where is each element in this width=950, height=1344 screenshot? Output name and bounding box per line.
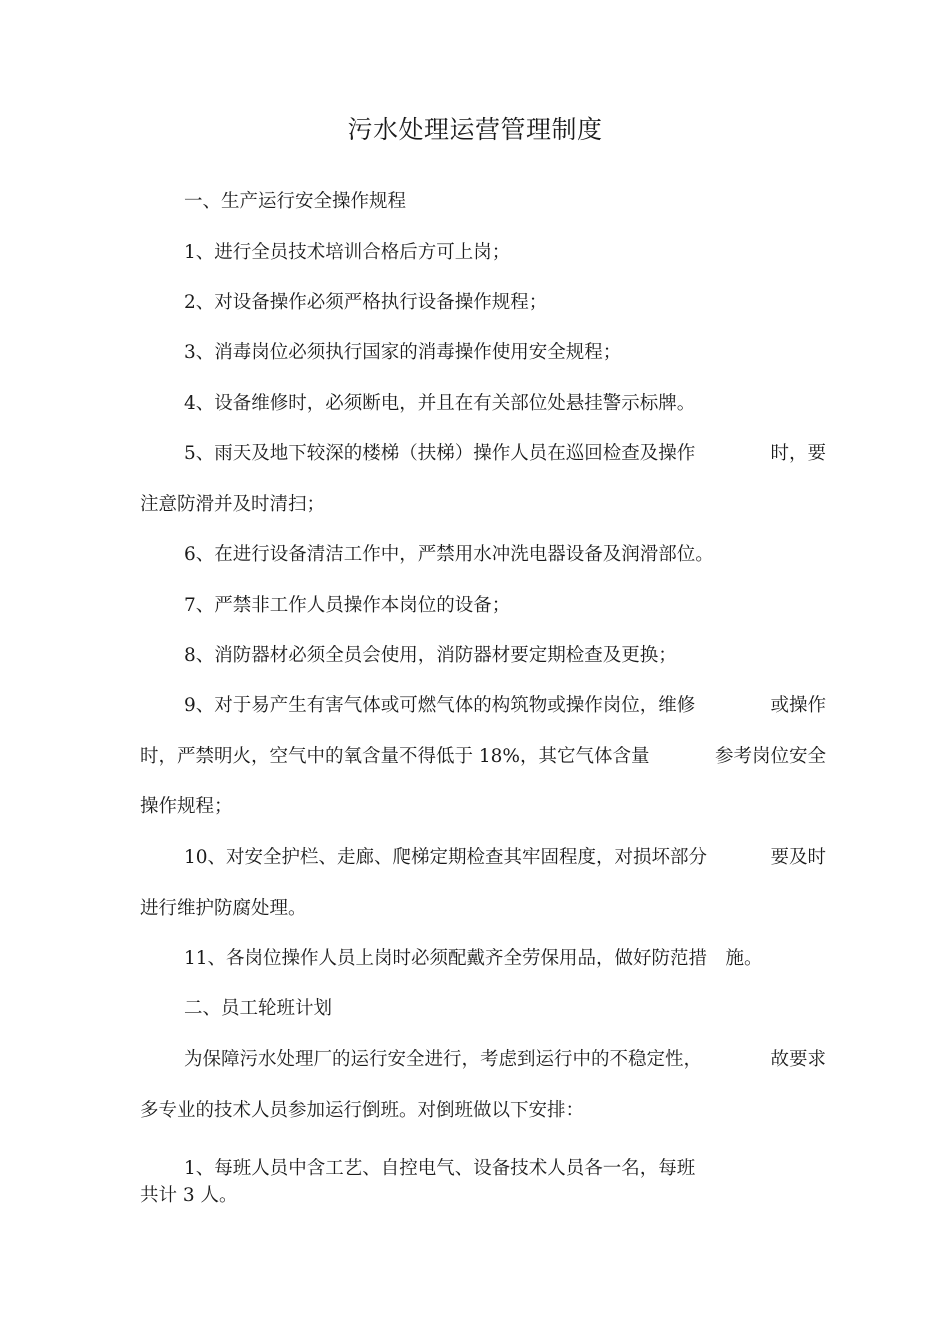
list-item: 6、在进行设备清洁工作中，严禁用水冲洗电器设备及润滑部位。	[184, 544, 714, 565]
list-item: 4、设备维修时，必须断电，并且在有关部位处悬挂警示标牌。	[184, 393, 696, 414]
list-item-text: 10、对安全护栏、走廊、爬梯定期检查其牢固程度，对损坏部分	[184, 847, 708, 868]
list-item-text: 或操作	[770, 695, 826, 716]
list-item-continuation: 进行维护防腐处理。	[140, 898, 307, 919]
list-item-line	[184, 845, 826, 871]
list-item: 1、每班人员中含工艺、自控电气、设备技术人员各一名，每班	[184, 1158, 696, 1179]
list-item-line	[184, 441, 826, 467]
list-item-text: 时，严禁明火，空气中的氧含量不得低于 18%，其它气体含量	[140, 746, 650, 767]
list-item: 7、严禁非工作人员操作本岗位的设备；	[184, 595, 511, 616]
paragraph-text: 为保障污水处理厂的运行安全进行，考虑到运行中的不稳定性，	[184, 1049, 703, 1070]
list-item-continuation: 操作规程；	[140, 796, 233, 817]
list-item: 1、进行全员技术培训合格后方可上岗；	[184, 242, 511, 263]
list-item: 2、对设备操作必须严格执行设备操作规程；	[184, 292, 548, 313]
paragraph-line	[184, 1047, 826, 1073]
paragraph-text: 故要求	[770, 1049, 826, 1070]
section-heading-safety: 一、生产运行安全操作规程	[184, 191, 407, 212]
list-item-continuation: 注意防滑并及时清扫；	[140, 494, 326, 515]
section-heading-shifts: 二、员工轮班计划	[184, 998, 333, 1019]
list-item-text: 时，要	[770, 443, 826, 464]
list-item-continuation: 共计 3 人。	[140, 1185, 238, 1206]
list-item-text: 要及时	[770, 847, 826, 868]
list-item: 8、消防器材必须全员会使用，消防器材要定期检查及更换；	[184, 645, 677, 666]
list-item-text: 参考岗位安全	[714, 746, 826, 767]
list-item-text: 9、对于易产生有害气体或可燃气体的构筑物或操作岗位，维修	[184, 695, 696, 716]
document-title: 污水处理运营管理制度	[347, 115, 603, 144]
list-item-text: 5、雨天及地下较深的楼梯（扶梯）操作人员在巡回检查及操作	[184, 443, 696, 464]
list-item-line	[140, 744, 826, 770]
paragraph-continuation: 多专业的技术人员参加运行倒班。对倒班做以下安排：	[140, 1100, 585, 1121]
list-item-line	[184, 693, 826, 719]
list-item: 3、消毒岗位必须执行国家的消毒操作使用安全规程；	[184, 342, 622, 363]
list-item: 11、各岗位操作人员上岗时必须配戴齐全劳保用品，做好防范措 施。	[184, 948, 763, 969]
